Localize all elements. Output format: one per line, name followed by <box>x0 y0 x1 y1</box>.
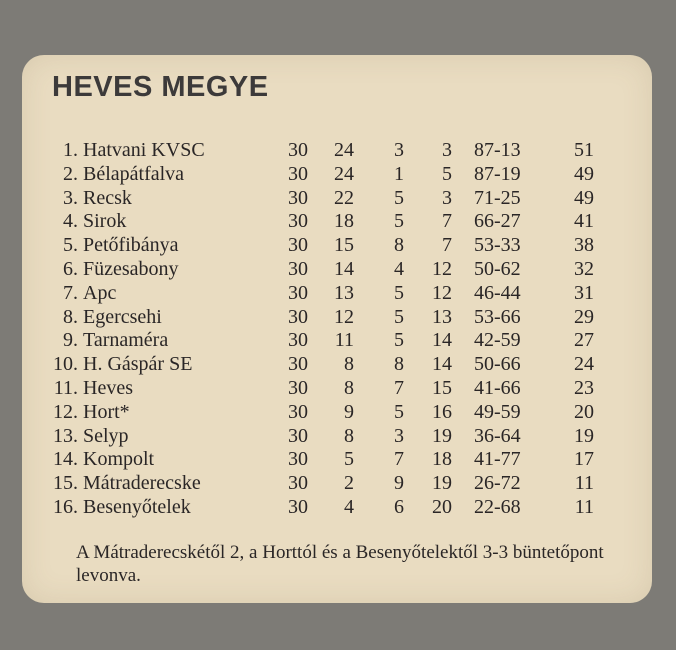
table-row <box>22 163 652 187</box>
lost-cell: 5 <box>442 162 452 185</box>
standings-card <box>22 55 652 603</box>
drawn-cell: 8 <box>394 234 404 257</box>
drawn-cell: 8 <box>394 353 404 376</box>
table-row <box>22 353 652 377</box>
lost-cell: 18 <box>432 448 452 471</box>
points-cell: 11 <box>574 495 594 518</box>
team-name-cell: Kompolt <box>83 448 155 471</box>
played-cell: 30 <box>288 400 308 423</box>
goals-cell: 87-13 <box>474 139 521 161</box>
rank-cell: 8. <box>63 305 78 328</box>
rank-cell: 5. <box>63 234 78 257</box>
drawn-cell: 3 <box>394 139 404 161</box>
points-cell: 49 <box>574 162 594 185</box>
played-cell: 30 <box>288 186 308 209</box>
played-cell: 30 <box>288 162 308 185</box>
rank-cell: 6. <box>63 257 78 280</box>
team-name-cell: Hatvani KVSC <box>83 139 205 161</box>
table-row <box>22 282 652 306</box>
team-name-cell: Egercsehi <box>83 305 162 328</box>
lost-cell: 13 <box>432 305 452 328</box>
lost-cell: 3 <box>442 186 452 209</box>
goals-cell: 71-25 <box>474 186 521 209</box>
won-cell: 8 <box>344 353 354 376</box>
played-cell: 30 <box>288 329 308 352</box>
drawn-cell: 5 <box>394 329 404 352</box>
won-cell: 24 <box>334 162 354 185</box>
won-cell: 14 <box>334 257 354 280</box>
table-row <box>22 139 652 163</box>
rank-cell: 7. <box>63 281 78 304</box>
points-cell: 31 <box>574 281 594 304</box>
drawn-cell: 5 <box>394 400 404 423</box>
rank-cell: 9. <box>63 329 78 352</box>
won-cell: 5 <box>344 448 354 471</box>
points-cell: 20 <box>574 400 594 423</box>
won-cell: 24 <box>334 139 354 161</box>
table-row <box>22 234 652 258</box>
won-cell: 18 <box>334 210 354 233</box>
points-cell: 32 <box>574 257 594 280</box>
team-name-cell: H. Gáspár SE <box>83 353 193 376</box>
team-name-cell: Bélapátfalva <box>83 162 185 185</box>
penalty-note: A Mátraderecskétől 2, a Horttól és a Besenyőtelektől 3-3 büntetőpont levonva. <box>76 542 604 586</box>
played-cell: 30 <box>288 424 308 447</box>
played-cell: 30 <box>288 281 308 304</box>
played-cell: 30 <box>288 376 308 399</box>
drawn-cell: 6 <box>394 495 404 518</box>
rank-cell: 3. <box>63 186 78 209</box>
team-name-cell: Petőfibánya <box>83 234 179 257</box>
team-name-cell: Mátraderecske <box>83 472 201 495</box>
won-cell: 9 <box>344 400 354 423</box>
drawn-cell: 1 <box>394 162 404 185</box>
goals-cell: 53-33 <box>474 234 521 257</box>
points-cell: 41 <box>574 210 594 233</box>
goals-cell: 41-66 <box>474 376 521 399</box>
won-cell: 15 <box>334 234 354 257</box>
won-cell: 12 <box>334 305 354 328</box>
team-name-cell: Recsk <box>83 186 132 209</box>
won-cell: 8 <box>344 424 354 447</box>
goals-cell: 42-59 <box>474 329 521 352</box>
table-row <box>22 377 652 401</box>
points-cell: 11 <box>574 472 594 495</box>
played-cell: 30 <box>288 234 308 257</box>
goals-cell: 66-27 <box>474 210 521 233</box>
drawn-cell: 3 <box>394 424 404 447</box>
played-cell: 30 <box>288 139 308 161</box>
lost-cell: 20 <box>432 495 452 518</box>
goals-cell: 26-72 <box>474 472 521 495</box>
lost-cell: 7 <box>442 210 452 233</box>
points-cell: 19 <box>574 424 594 447</box>
points-cell: 24 <box>574 353 594 376</box>
standings-table <box>22 139 652 520</box>
table-row <box>22 210 652 234</box>
drawn-cell: 5 <box>394 210 404 233</box>
rank-cell: 11. <box>53 376 78 399</box>
won-cell: 11 <box>334 329 354 352</box>
lost-cell: 7 <box>442 234 452 257</box>
table-row <box>22 496 652 520</box>
table-row <box>22 306 652 330</box>
lost-cell: 19 <box>432 424 452 447</box>
goals-cell: 46-44 <box>474 281 521 304</box>
points-cell: 49 <box>574 186 594 209</box>
lost-cell: 15 <box>432 376 452 399</box>
lost-cell: 12 <box>432 257 452 280</box>
table-row <box>22 472 652 496</box>
goals-cell: 53-66 <box>474 305 521 328</box>
rank-cell: 14. <box>53 448 78 471</box>
played-cell: 30 <box>288 305 308 328</box>
drawn-cell: 7 <box>394 448 404 471</box>
points-cell: 23 <box>574 376 594 399</box>
team-name-cell: Tarnaméra <box>83 329 169 352</box>
rank-cell: 10. <box>53 353 78 376</box>
points-cell: 17 <box>574 448 594 471</box>
points-cell: 27 <box>574 329 594 352</box>
rank-cell: 12. <box>53 400 78 423</box>
goals-cell: 87-19 <box>474 162 521 185</box>
played-cell: 30 <box>288 495 308 518</box>
table-row <box>22 401 652 425</box>
lost-cell: 16 <box>432 400 452 423</box>
goals-cell: 50-66 <box>474 353 521 376</box>
table-row <box>22 448 652 472</box>
drawn-cell: 7 <box>394 376 404 399</box>
team-name-cell: Selyp <box>83 424 129 447</box>
rank-cell: 16. <box>53 495 78 518</box>
drawn-cell: 9 <box>394 472 404 495</box>
points-cell: 29 <box>574 305 594 328</box>
team-name-cell: Sirok <box>83 210 127 233</box>
lost-cell: 3 <box>442 139 452 161</box>
played-cell: 30 <box>288 353 308 376</box>
rank-cell: 13. <box>53 424 78 447</box>
won-cell: 8 <box>344 376 354 399</box>
table-row <box>22 329 652 353</box>
lost-cell: 14 <box>432 329 452 352</box>
goals-cell: 50-62 <box>474 257 521 280</box>
points-cell: 51 <box>574 139 594 161</box>
table-row <box>22 425 652 449</box>
goals-cell: 36-64 <box>474 424 521 447</box>
team-name-cell: Heves <box>83 376 133 399</box>
played-cell: 30 <box>288 472 308 495</box>
lost-cell: 12 <box>432 281 452 304</box>
page-title: HEVES MEGYE <box>52 71 269 103</box>
played-cell: 30 <box>288 448 308 471</box>
won-cell: 4 <box>344 495 354 518</box>
won-cell: 13 <box>334 281 354 304</box>
lost-cell: 19 <box>432 472 452 495</box>
rank-cell: 2. <box>63 162 78 185</box>
drawn-cell: 4 <box>394 257 404 280</box>
drawn-cell: 5 <box>394 281 404 304</box>
drawn-cell: 5 <box>394 186 404 209</box>
points-cell: 38 <box>574 234 594 257</box>
won-cell: 22 <box>334 186 354 209</box>
played-cell: 30 <box>288 257 308 280</box>
table-row <box>22 187 652 211</box>
team-name-cell: Hort* <box>83 400 130 423</box>
team-name-cell: Apc <box>83 281 117 304</box>
lost-cell: 14 <box>432 353 452 376</box>
goals-cell: 22-68 <box>474 495 521 518</box>
goals-cell: 41-77 <box>474 448 521 471</box>
played-cell: 30 <box>288 210 308 233</box>
rank-cell: 15. <box>53 472 78 495</box>
rank-cell: 4. <box>63 210 78 233</box>
goals-cell: 49-59 <box>474 400 521 423</box>
rank-cell: 1. <box>63 139 78 161</box>
drawn-cell: 5 <box>394 305 404 328</box>
table-row <box>22 258 652 282</box>
won-cell: 2 <box>344 472 354 495</box>
team-name-cell: Füzesabony <box>83 257 179 280</box>
team-name-cell: Besenyőtelek <box>83 495 191 518</box>
